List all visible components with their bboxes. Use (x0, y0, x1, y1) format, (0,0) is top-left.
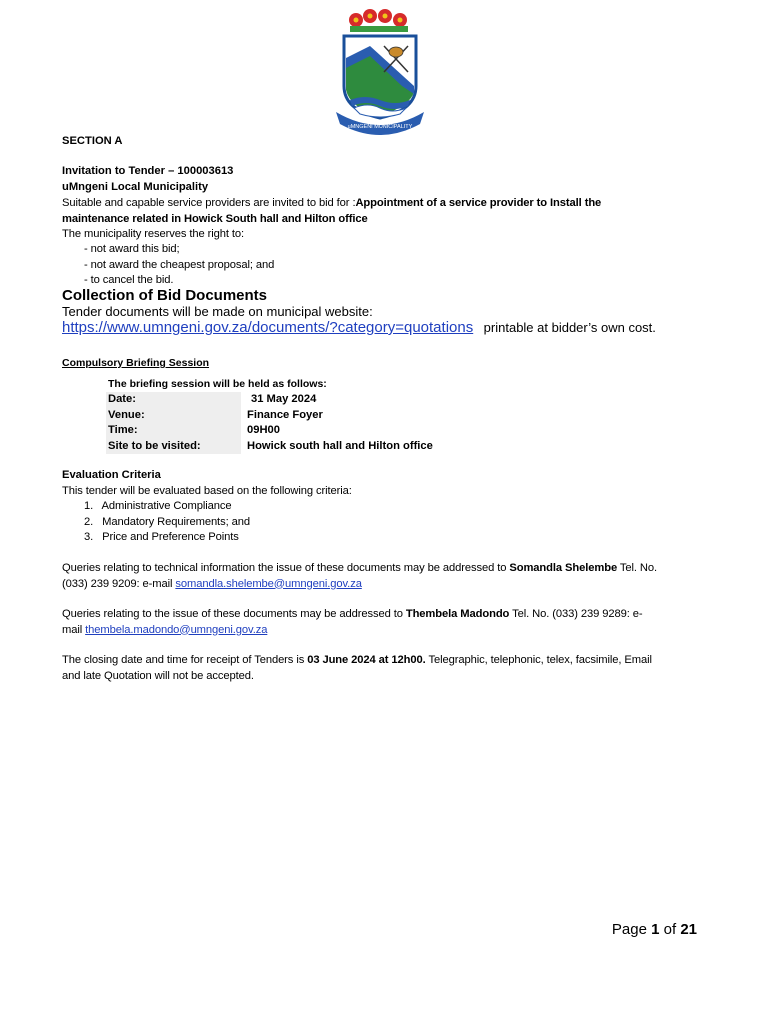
page-of: of (663, 921, 677, 938)
briefing-value: 31 May 2024 (251, 393, 317, 405)
municipal-crest (330, 6, 430, 136)
crest-emblem-icon (330, 6, 430, 136)
briefing-table (106, 392, 433, 454)
closing-suffix: Telegraphic, telephonic, telex, facsimile, Email (425, 654, 652, 666)
page-label: Page (611, 921, 647, 938)
shield-icon (344, 36, 416, 118)
closing-text: The closing date and time for receipt of Tenders is (62, 654, 308, 666)
collection-heading: Collection of Bid Documents (62, 287, 268, 304)
page-current: 1 (651, 921, 660, 938)
tender-intro-prefix: Suitable and capable service providers are invited to bid for : (62, 197, 356, 209)
crown-icon (349, 9, 408, 32)
table-row (106, 439, 433, 455)
issue-email-link[interactable]: thembela.madondo@umngeni.gov.za (85, 623, 268, 636)
technical-tel-label: Tel. No. (617, 562, 658, 574)
tender-intro-bold: Appointment of a service provider to Install the maintenance related in Howick South hall and Hilton office (62, 197, 602, 225)
issue-queries-text: Queries relating to the issue of these documents may be addressed to (62, 608, 406, 620)
briefing-key: Site to be visited: (106, 439, 241, 455)
briefing-key: Date: (106, 392, 241, 408)
briefing-value: Howick south hall and Hilton office (247, 439, 433, 452)
closing-line2: and late Quotation will not be accepted. (62, 669, 254, 682)
table-row (106, 423, 433, 439)
briefing-value: Finance Foyer (247, 408, 323, 421)
section-label: SECTION A (62, 135, 123, 147)
table-row (106, 408, 433, 424)
technical-email-link[interactable]: somandla.shelembe@umngeni.gov.za (175, 577, 362, 590)
technical-queries-text: Queries relating to technical information the issue of these documents may be addressed to (62, 562, 510, 574)
briefing-key: Time: (106, 423, 241, 439)
list-item: 3. Price and Preference Points (84, 531, 239, 543)
issue-phone: Tel. No. (033) 239 9289: e- (509, 608, 643, 620)
page-total: 21 (680, 921, 697, 938)
briefing-intro: The briefing session will be held as follows: (108, 378, 327, 390)
evaluation-intro: This tender will be evaluated based on the following criteria: (62, 485, 352, 497)
list-item: 1. Administrative Compliance (84, 500, 232, 512)
closing-notice (62, 653, 702, 684)
tender-intro (62, 196, 662, 227)
briefing-value: 09H00 (247, 424, 280, 436)
table-row (106, 392, 433, 408)
collection-line: Tender documents will be made on municipal website: (62, 304, 373, 319)
issue-email-label: mail (62, 623, 86, 636)
technical-contact-name: Somandla Shelembe (509, 562, 618, 574)
municipality-name: uMngeni Local Municipality (62, 181, 209, 193)
right-item: - not award the cheapest proposal; and (84, 258, 275, 271)
documents-link[interactable]: https://www.umngeni.gov.za/documents/?category=quotations (62, 319, 474, 336)
technical-phone: (033) 239 9209: e-mail (62, 577, 176, 590)
right-item: - not award this bid; (84, 243, 180, 255)
collection-suffix: printable at bidder’s own cost. (483, 320, 656, 335)
crest-ribbon-text: uMNGENI MUNICIPALITY (347, 124, 413, 130)
issue-queries (62, 607, 702, 638)
collection-url-row (62, 319, 656, 337)
evaluation-heading: Evaluation Criteria (62, 469, 161, 481)
page-number (612, 921, 697, 939)
tender-title: Invitation to Tender – 100003613 (62, 165, 234, 177)
briefing-heading: Compulsory Briefing Session (62, 357, 210, 369)
briefing-key: Venue: (106, 408, 241, 424)
list-item: 2. Mandatory Requirements; and (84, 515, 250, 528)
technical-queries (62, 561, 702, 592)
rights-list (84, 242, 274, 289)
reserves-text: The municipality reserves the right to: (62, 228, 245, 240)
evaluation-list (84, 499, 250, 546)
closing-date: 03 June 2024 at 12h00. (307, 654, 426, 666)
issue-contact-name: Thembela Madondo (405, 608, 510, 620)
right-item: - to cancel the bid. (84, 274, 174, 286)
